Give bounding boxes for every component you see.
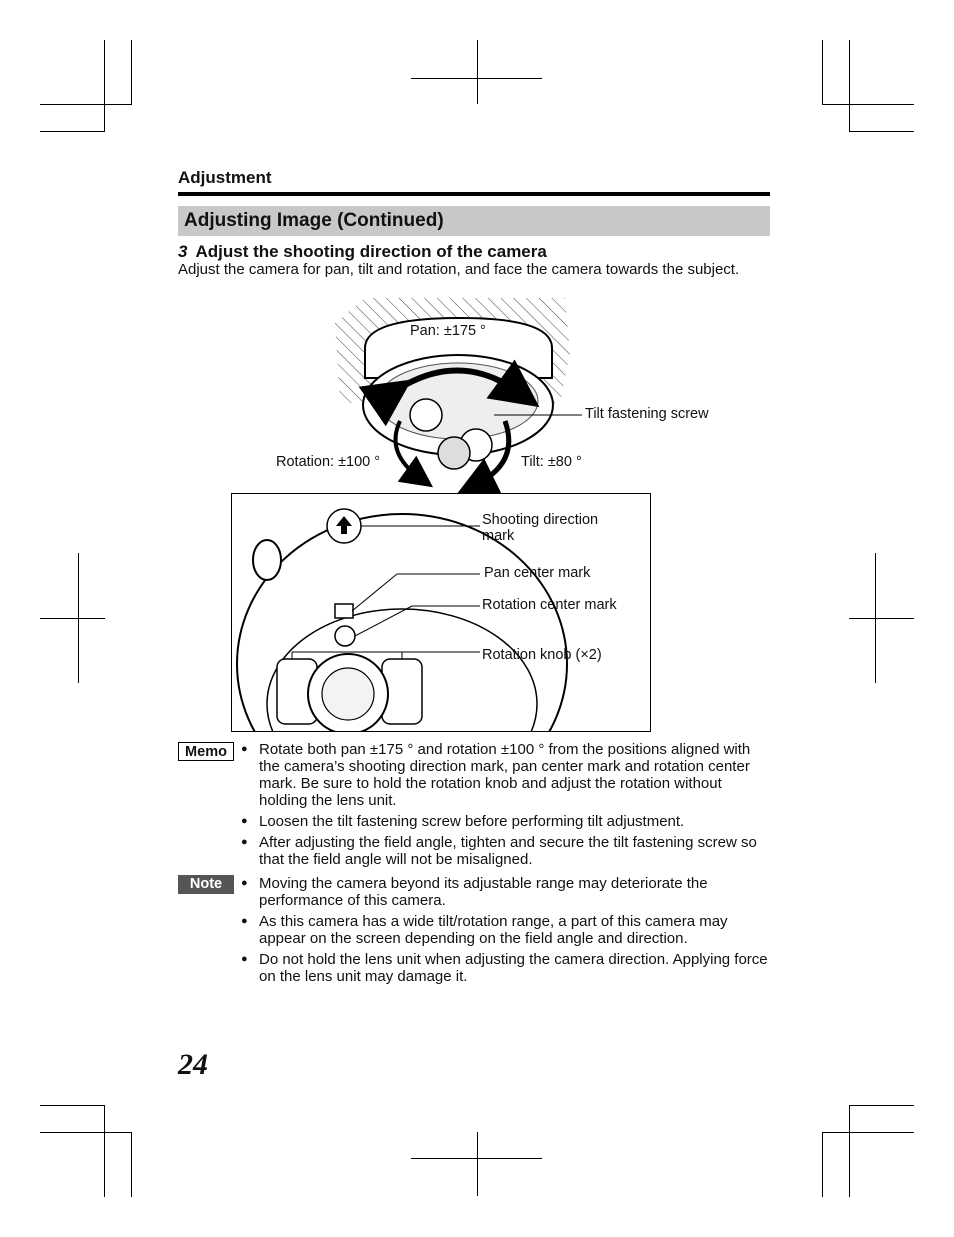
pan-range-label: Pan: ±175 ° bbox=[410, 323, 486, 339]
rotation-center-mark-label: Rotation center mark bbox=[482, 597, 617, 613]
section-label: Adjustment bbox=[178, 168, 272, 187]
shooting-direction-mark-label: Shooting direction mark bbox=[482, 512, 599, 544]
memo-item: ● Loosen the tilt fastening screw before performing tilt adjustment. bbox=[241, 813, 771, 830]
memo-item: ● Rotate both pan ±175 ° and rotation ±100 ° from the positions aligned with the camera’s shooting direction mark, pan center mark and rotation center mark. Be sure to hold the rotation knob and adjust the rotation without holding the lens unit. bbox=[241, 741, 771, 809]
note-tag: Note bbox=[178, 875, 234, 894]
pan-center-mark-label: Pan center mark bbox=[484, 565, 591, 581]
page-number: 24 bbox=[178, 1048, 208, 1081]
tilt-range-label: Tilt: ±80 ° bbox=[521, 454, 582, 470]
step-heading bbox=[178, 242, 547, 262]
tilt-screw-label: Tilt fastening screw bbox=[585, 406, 709, 422]
step-intro: Adjust the camera for pan, tilt and rotation, and face the camera towards the subject. bbox=[178, 261, 740, 278]
page-title: Adjusting Image (Continued) bbox=[184, 210, 444, 231]
note-item: ● Do not hold the lens unit when adjusting the camera direction. Applying force on the lens unit may damage it. bbox=[241, 951, 771, 985]
note-item: ● Moving the camera beyond its adjustable range may deteriorate the performance of this camera. bbox=[241, 875, 771, 909]
note-item: ● As this camera has a wide tilt/rotation range, a part of this camera may appear on the screen depending on the field angle and direction. bbox=[241, 913, 771, 947]
memo-tag: Memo bbox=[178, 742, 234, 761]
note-list bbox=[241, 875, 771, 989]
step-number: 3 bbox=[178, 242, 188, 261]
rotation-range-label: Rotation: ±100 ° bbox=[276, 454, 381, 470]
title-bar bbox=[178, 206, 770, 236]
header-rule bbox=[178, 192, 770, 196]
memo-item: ● After adjusting the field angle, tighten and secure the tilt fastening screw so that the field angle will not be misaligned. bbox=[241, 834, 771, 868]
memo-list bbox=[241, 741, 771, 872]
step-title: Adjust the shooting direction of the camera bbox=[195, 242, 547, 261]
rotation-knob-label: Rotation knob (×2) bbox=[482, 647, 602, 663]
